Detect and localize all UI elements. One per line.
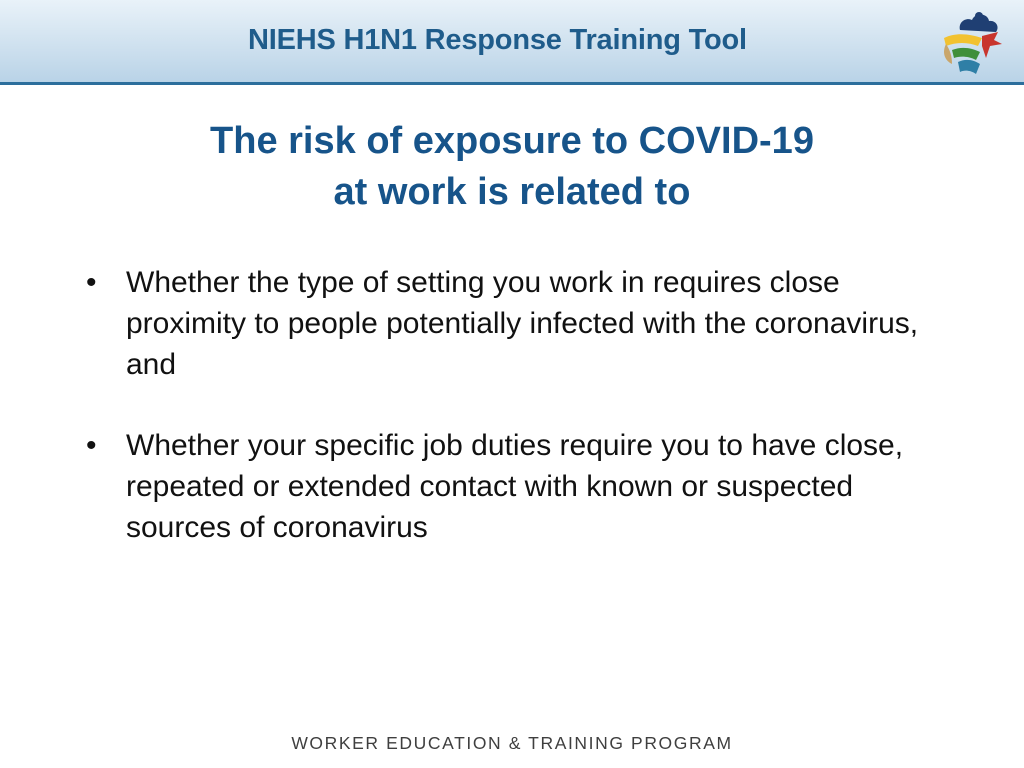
niehs-logo-icon — [938, 8, 1006, 78]
bullet-text: Whether your specific job duties require you to have close, repeated or extended contact with known or suspected sources of coronavirus — [126, 429, 904, 544]
header-title: NIEHS H1N1 Response Training Tool — [248, 24, 747, 56]
bullet-glyph: • — [86, 429, 97, 462]
bullet-text: Whether the type of setting you work in requires close proximity to people potentially infected with the coronavirus, and — [126, 266, 919, 381]
bullet-list — [86, 262, 946, 588]
bullet-glyph: • — [86, 266, 97, 299]
bullet-item — [86, 425, 946, 548]
slide-title — [112, 116, 912, 218]
slide-title-line-1: The risk of exposure to COVID-19 — [210, 120, 814, 162]
bullet-item — [86, 262, 946, 385]
header-divider — [0, 82, 1024, 85]
slide-title-line-2: at work is related to — [333, 171, 691, 213]
footer-program-name: WORKER EDUCATION & TRAINING PROGRAM — [291, 733, 733, 753]
